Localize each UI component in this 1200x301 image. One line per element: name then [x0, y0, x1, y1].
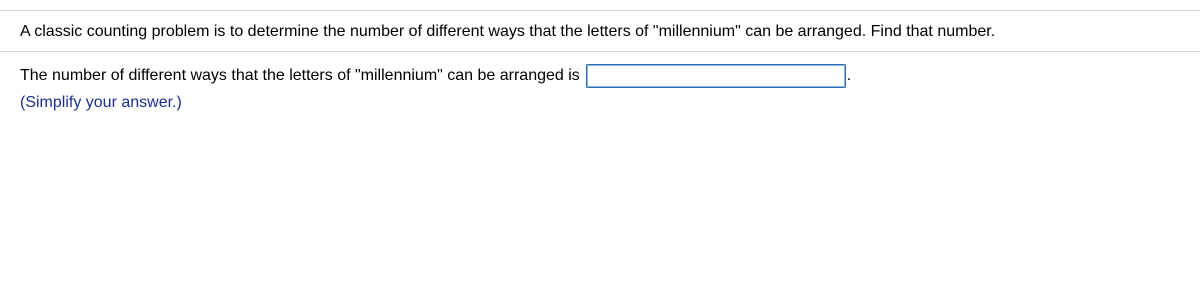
answer-prompt: The number of different ways that the letters of "millennium" can be arranged is [20, 67, 580, 84]
answer-row [20, 62, 851, 90]
question-text: A classic counting problem is to determine the number of different ways that the letters of "millennium" can be arranged. Find that number. [20, 23, 996, 40]
top-divider [0, 10, 1200, 11]
simplify-hint: (Simplify your answer.) [20, 94, 182, 111]
question-divider [0, 51, 1200, 52]
answer-suffix: . [846, 67, 852, 84]
answer-input[interactable] [586, 64, 846, 88]
